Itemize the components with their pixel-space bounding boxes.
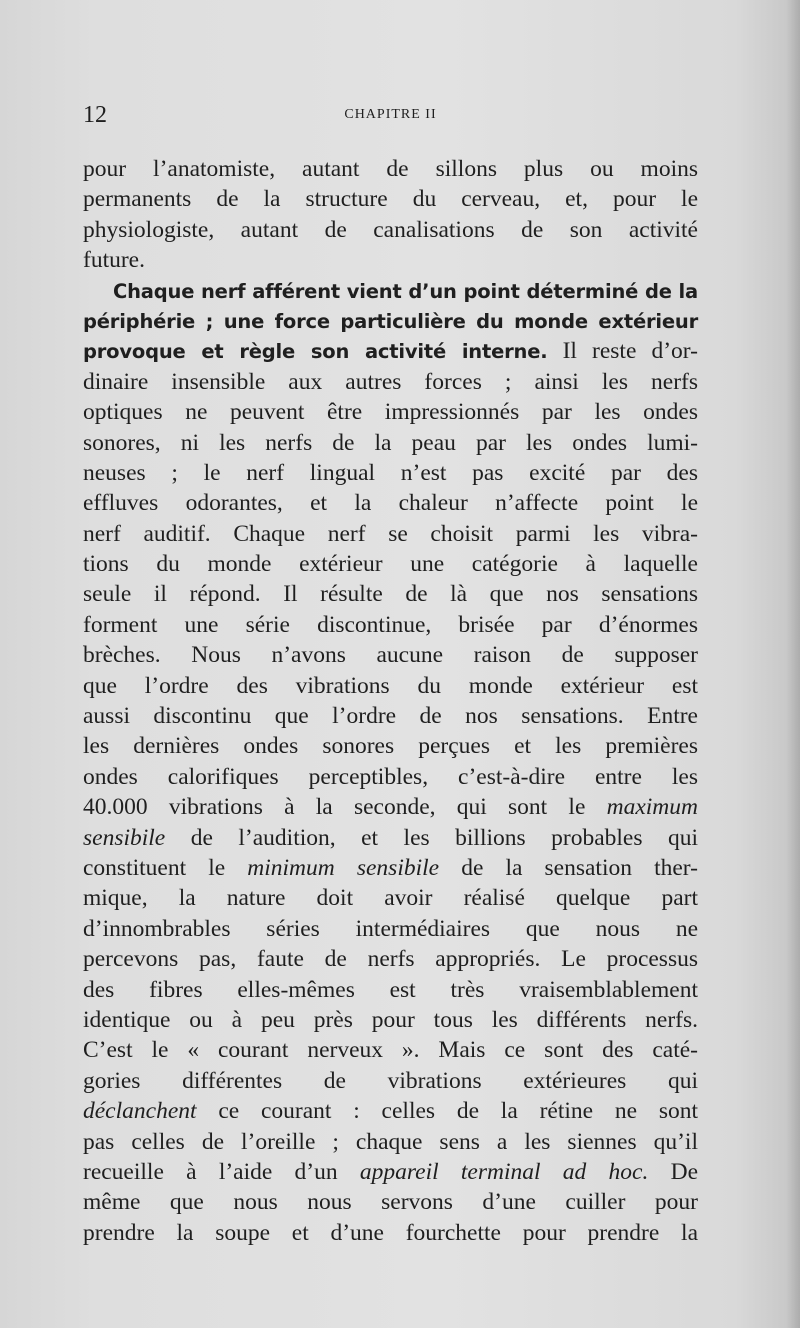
text-line (83, 1096, 698, 1126)
text-run: ondes calorifiques perceptibles, c’est-à-dire entre les (83, 763, 698, 790)
text-run: forment une série discontinue, brisée par d’énormes (83, 611, 698, 638)
text-run: ce courant : celles de la rétine ne sont (196, 1098, 698, 1125)
text-line (83, 671, 698, 701)
italic-text-run: sensibile (83, 824, 166, 851)
text-line (83, 519, 698, 549)
text-run: identique ou à peu près pour tous les différents nerfs. (83, 1006, 698, 1033)
text-run: pour l’anatomiste, autant de sillons plus ou moins (83, 156, 698, 182)
text-run: mique, la nature doit avoir réalisé quelque part (83, 885, 698, 912)
text-run: des fibres elles-mêmes est très vraisemblablement (83, 976, 698, 1003)
body-text (83, 154, 698, 1248)
text-run: optiques ne peuvent être impressionnés par les ondes (83, 399, 698, 426)
text-run: physiologiste, autant de canalisations de son activité (83, 216, 698, 243)
text-line (83, 914, 698, 944)
text-run: sonores, ni les nerfs de la peau par les ondes lumi- (83, 429, 698, 456)
running-head: CHAPITRE II (344, 107, 437, 122)
text-line (83, 701, 698, 731)
text-line (83, 640, 698, 670)
text-line (83, 245, 698, 275)
text-run: que l’ordre des vibrations du monde extérieur est (83, 672, 698, 699)
text-line (83, 488, 698, 518)
text-run: constituent le (83, 854, 248, 881)
text-line (83, 853, 698, 883)
text-line (83, 823, 698, 853)
text-line (83, 1066, 698, 1096)
text-run: gories différentes de vibrations extérieures qui (83, 1067, 698, 1094)
text-run: d’innombrables séries intermédiaires que nous ne (83, 915, 698, 942)
text-line (83, 579, 698, 609)
text-line (83, 762, 698, 792)
text-line (83, 883, 698, 913)
text-line (83, 792, 698, 822)
text-run: Il reste d’or- (547, 338, 698, 365)
text-line (83, 336, 698, 366)
text-run: seule il répond. Il résulte de là que nos sensations (83, 581, 698, 608)
text-line (83, 731, 698, 761)
page-edge-shadow (786, 0, 800, 1328)
text-line (83, 215, 698, 245)
text-line (83, 1127, 698, 1157)
text-line (83, 549, 698, 579)
text-run: dinaire insensible aux autres forces ; ainsi les nerfs (83, 368, 698, 395)
bold-text-run: provoque et règle son activité interne. (83, 340, 548, 364)
text-run: percevons pas, faute de nerfs appropriés. Le processus (83, 946, 698, 973)
page-number: 12 (83, 102, 107, 128)
text-line (83, 397, 698, 427)
text-line (83, 1005, 698, 1035)
text-line (83, 1218, 698, 1248)
text-line (83, 306, 698, 336)
bold-text-run: Chaque nerf afférent vient d’un point déterminé de la (113, 279, 698, 303)
text-line (83, 944, 698, 974)
text-run: de la sensation ther- (439, 854, 698, 881)
text-run: De (648, 1158, 698, 1185)
text-run: future. (83, 247, 145, 274)
text-line (83, 458, 698, 488)
text-run: aussi discontinu que l’ordre de nos sensations. Entre (83, 703, 698, 730)
text-run: permanents de la structure du cerveau, et, pour le (83, 186, 698, 213)
text-line (83, 154, 698, 184)
text-line (83, 1157, 698, 1187)
text-run: les dernières ondes sonores perçues et les premières (83, 733, 698, 760)
text-line (83, 184, 698, 214)
text-line (83, 367, 698, 397)
text-run: même que nous nous servons d’une cuiller pour (83, 1189, 698, 1216)
text-line (83, 1035, 698, 1065)
text-run: recueille à l’aide d’un (83, 1158, 360, 1185)
text-run: brèches. Nous n’avons aucune raison de supposer (83, 642, 698, 669)
italic-text-run: déclanchent (83, 1098, 197, 1125)
page-header (83, 100, 698, 130)
italic-text-run: appareil terminal ad hoc. (359, 1158, 649, 1185)
text-run: prendre la soupe et d’une fourchette pour prendre la (83, 1219, 698, 1246)
text-run: pas celles de l’oreille ; chaque sens a les siennes qu’il (83, 1128, 698, 1155)
text-line (83, 610, 698, 640)
text-line (83, 428, 698, 458)
text-line (83, 1187, 698, 1217)
text-run: C’est le « courant nerveux ». Mais ce sont des caté- (83, 1037, 698, 1064)
italic-text-run: maximum (606, 794, 698, 821)
text-run: nerf auditif. Chaque nerf se choisit parmi les vibra- (83, 520, 698, 547)
italic-text-run: minimum sensibile (247, 854, 440, 881)
text-run: 40.000 vibrations à la seconde, qui sont le (83, 794, 607, 821)
text-run: effluves odorantes, et la chaleur n’affecte point le (83, 490, 698, 517)
bold-text-run: périphérie ; une force particulière du monde extérieur (83, 309, 698, 333)
text-run: neuses ; le nerf lingual n’est pas excité par des (83, 459, 698, 486)
text-line (83, 975, 698, 1005)
text-line (83, 276, 698, 306)
text-run: tions du monde extérieur une catégorie à laquelle (83, 551, 698, 578)
text-run: de l’audition, et les billions probables qui (165, 824, 698, 851)
